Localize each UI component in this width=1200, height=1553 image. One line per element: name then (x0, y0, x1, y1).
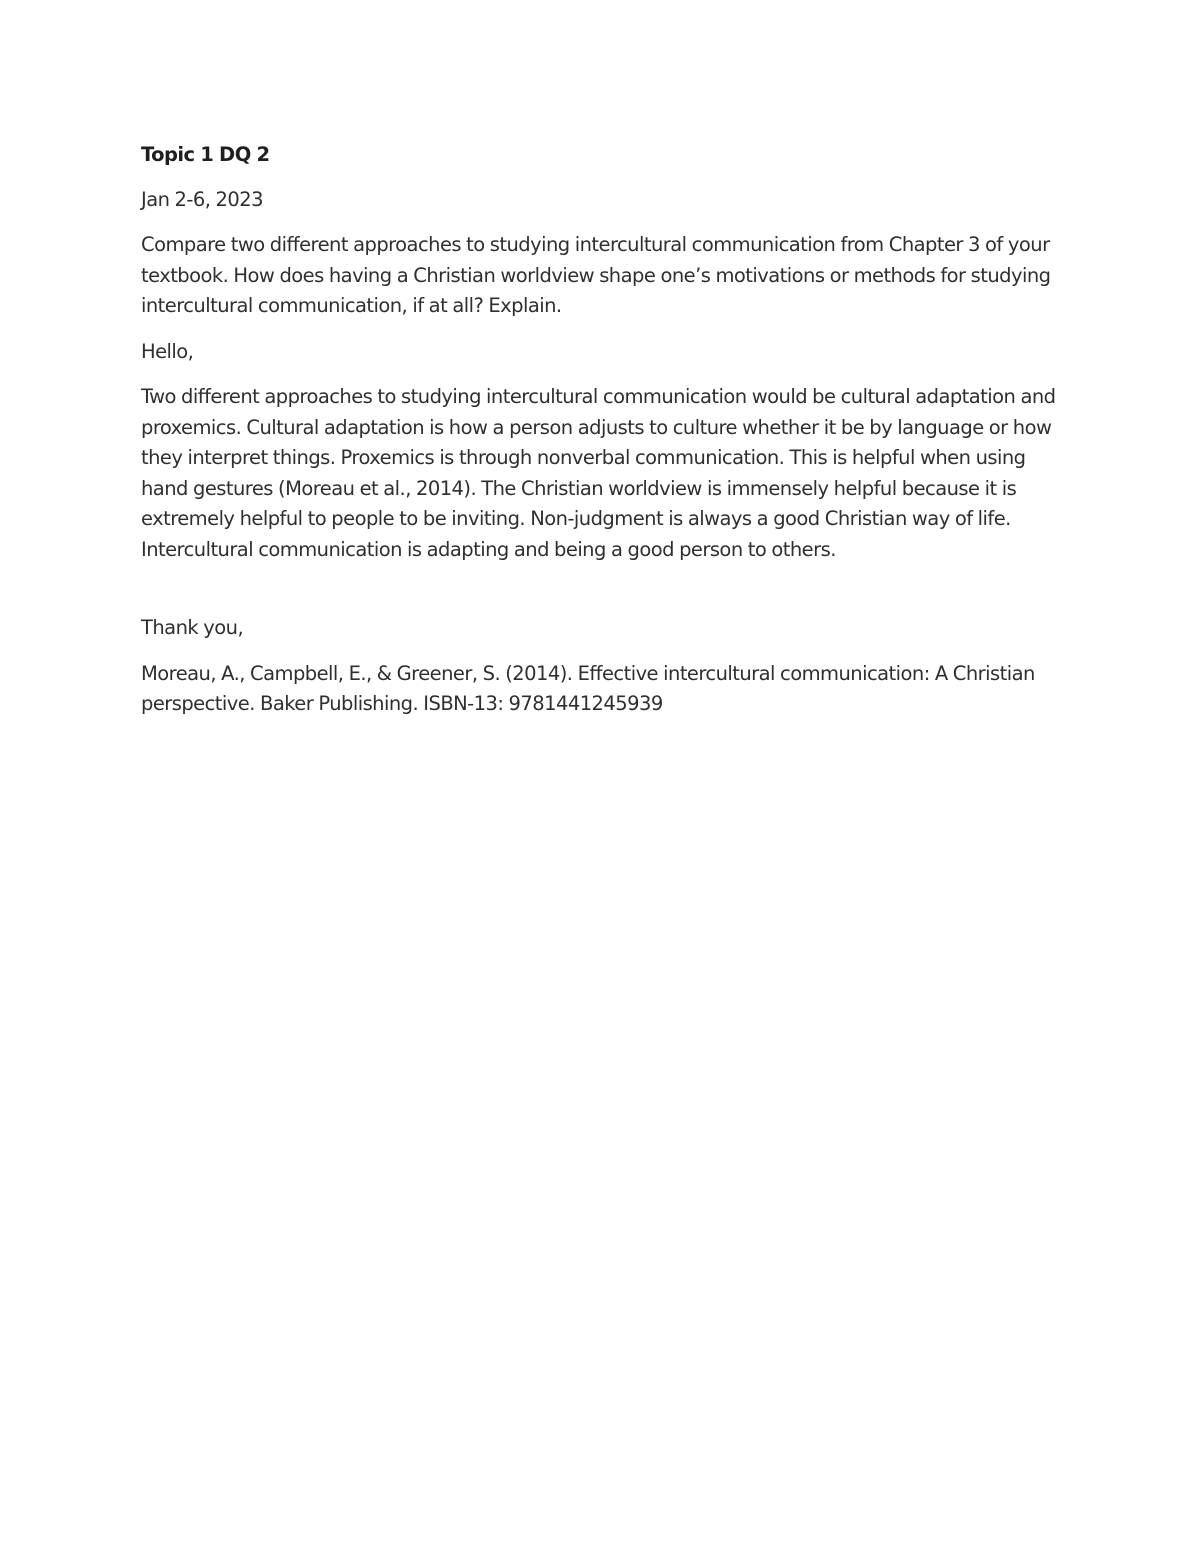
document-title: Topic 1 DQ 2 (141, 143, 270, 166)
closing: Thank you, (141, 616, 244, 639)
reference-citation: Moreau, A., Campbell, E., & Greener, S. (2014). Effective intercultural communication: A Christian perspective. Baker Publishing. ISBN-13: 9781441245939 (141, 661, 1035, 715)
document-date: Jan 2-6, 2023 (141, 187, 263, 211)
response-body: Two different approaches to studying intercultural communication would be cultural adaptation and proxemics. Cultural adaptation is how a person adjusts to culture whether it be by language or how they interpret things. Proxemics is through nonverbal communication. This is helpful when using hand gestures (Moreau et al., 2014). The Christian worldview is immensely helpful because it is extremely helpful to people to be inviting. Non-judgment is always a good Christian way of life. Intercultural communication is adapting and being a good person to others. (141, 385, 1056, 561)
greeting: Hello, (141, 339, 194, 363)
document-content (141, 140, 1066, 736)
discussion-prompt: Compare two different approaches to studying intercultural communication from Chapter 3 of your textbook. How does having a Christian worldview shape one’s motivations or methods for studying intercultural communication, if at all? Explain. (141, 233, 1051, 317)
